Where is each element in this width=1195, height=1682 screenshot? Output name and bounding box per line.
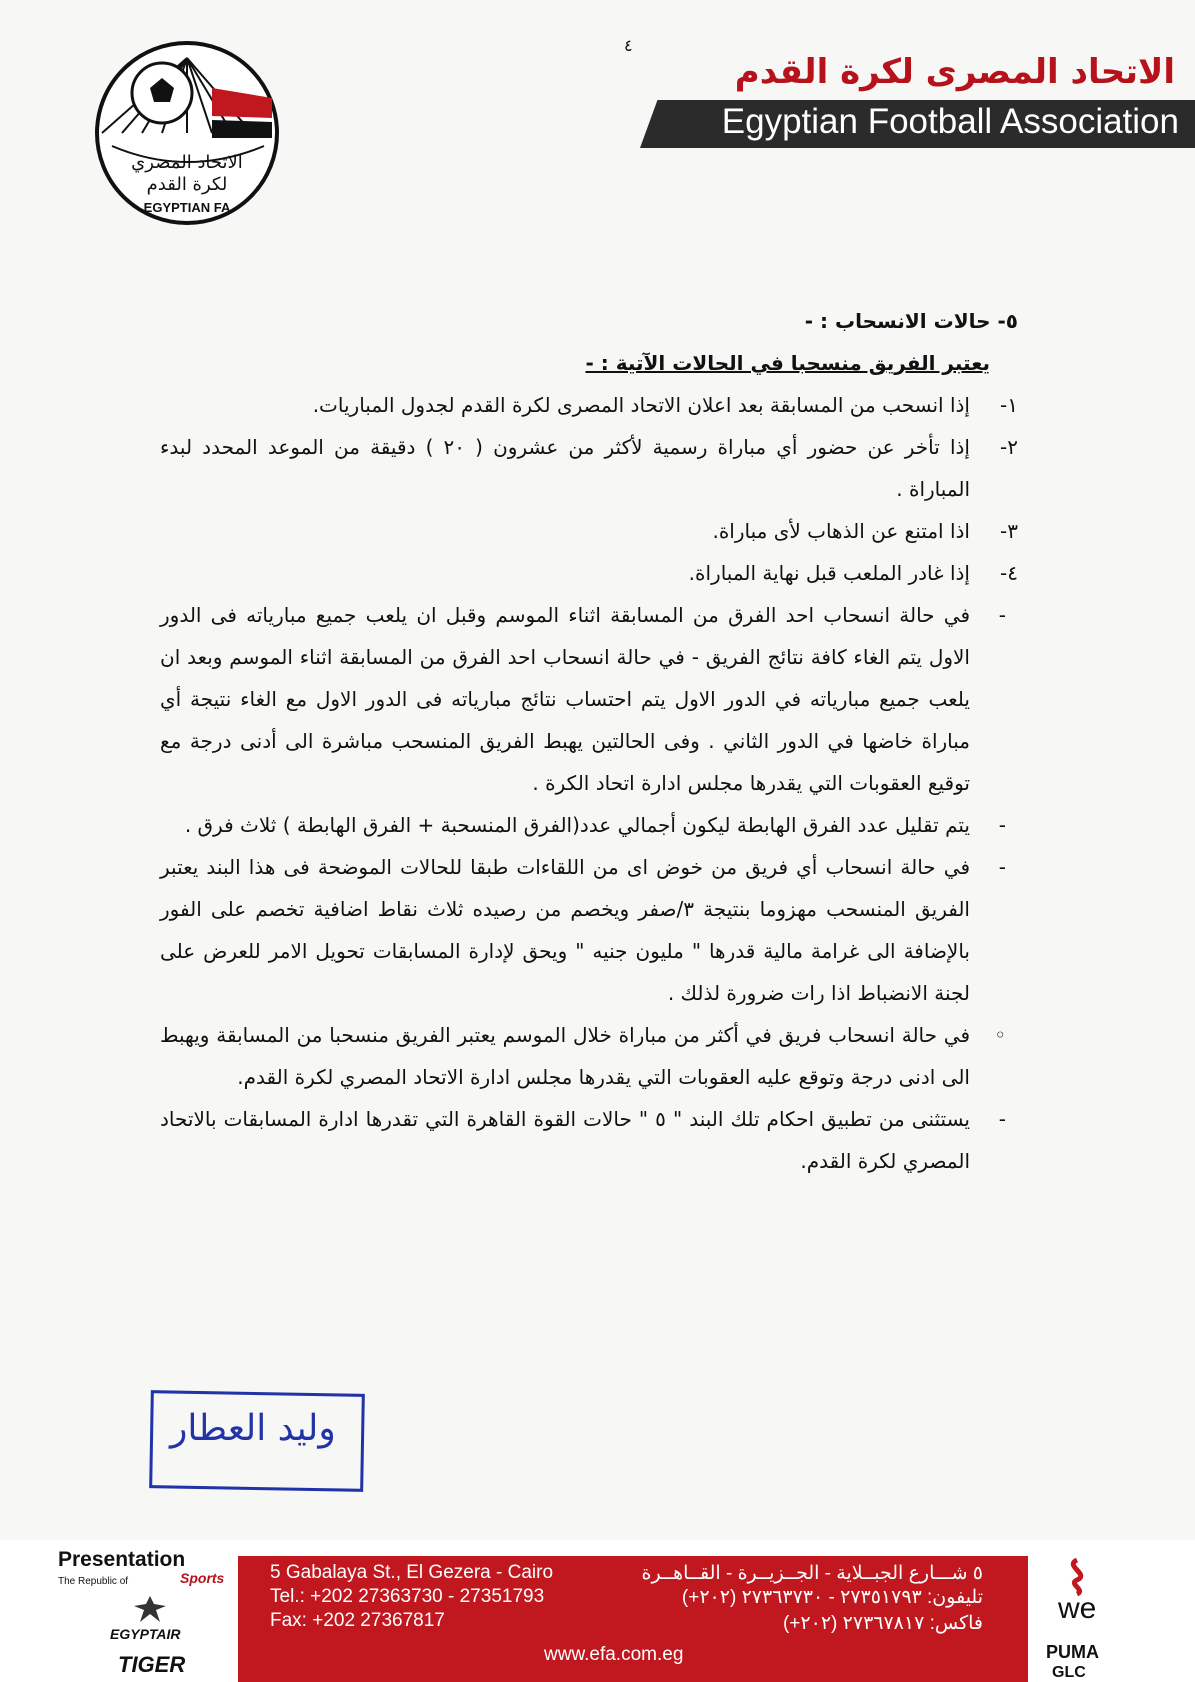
bullet-marker: - xyxy=(998,1107,1006,1131)
paragraph xyxy=(160,1014,1018,1098)
sponsor-puma-logo: PUMA xyxy=(1046,1642,1099,1662)
telephone-english: Tel.: +202 27363730 - 27351793 xyxy=(270,1586,545,1607)
fax-arabic: فاكس: ٢٧٣٦٧٨١٧ (٢٠٢+) xyxy=(782,1613,983,1634)
bullet-marker: - xyxy=(998,813,1006,837)
efa-logo xyxy=(92,38,282,228)
paragraph-text: في حالة انسحاب أي فريق من خوض اى من اللقاءات طبقا للحالات الموضحة فى هذا البند يعتبر الفريق المنسحب مهزوما بنتيجة ٣/صفر ويخصم من رصيده ثلاث نقاط اضافية تخصم على الفور بالإضافة الى غرامة مالية قدرها " مليون جنيه " ويحق لإدارة المسابقات تحويل الامر للعرض على لجنة الانضباط اذا رات ضرورة لذلك . xyxy=(160,855,970,1005)
paragraph xyxy=(160,1098,1018,1182)
signature: وليد العطار xyxy=(170,1408,336,1449)
bullet-marker: - xyxy=(998,855,1006,879)
sponsor-presentation-logo: Presentation xyxy=(58,1548,186,1571)
fax-english: Fax: +202 27367817 xyxy=(270,1610,445,1631)
list-marker: ١- xyxy=(1000,393,1018,417)
website-link[interactable]: www.efa.com.eg xyxy=(544,1644,684,1665)
egyptair-horus-icon xyxy=(130,1594,170,1624)
paragraph-text: في حالة انسحاب فريق في أكثر من مباراة خلال الموسم يعتبر الفريق منسحبا من المسابقة ويهبط الى ادنى درجة وتوقع عليه العقوبات التي يقدرها مجلس ادارة الاتحاد المصري لكرة القدم. xyxy=(160,1023,970,1089)
paragraph-text: يتم تقليل عدد الفرق الهابطة ليكون أجمالي عدد(الفرق المنسحبة + الفرق الهابطة ) ثلاث فرق . xyxy=(184,813,970,837)
list-item xyxy=(160,510,1018,552)
svg-text:EGYPTIAN FA: EGYPTIAN FA xyxy=(143,200,231,215)
sponsor-glc-logo: GLC xyxy=(1052,1664,1086,1681)
paragraph xyxy=(160,804,1018,846)
paragraph-text: يستثنى من تطبيق احكام تلك البند " ٥ " حالات القوة القاهرة التي تقدرها ادارة المسابقات بالاتحاد المصري لكرة القدم. xyxy=(160,1107,970,1173)
list-item-text: إذا تأخر عن حضور أي مباراة رسمية لأكثر من عشرون ( ٢٠ ) دقيقة من الموعد المحدد لبدء المباراة . xyxy=(160,435,970,501)
list-marker: ٣- xyxy=(1000,519,1018,543)
section-subheading: يعتبر الفريق منسحبا في الحالات الآتية : - xyxy=(585,351,990,375)
paragraph-text: في حالة انسحاب احد الفرق من المسابقة اثناء الموسم وقبل ان يلعب جميع مبارياته فى الدور الاول يتم الغاء كافة نتائج الفريق - في حالة انسحاب احد الفرق من المسابقة اثناء الموسم وبعد ان يلعب جميع مبارياته في الدور الاول يتم احتساب نتائج مبارياته فى الدور الاول مع الغاء نتيجة أي مباراة خاضها في الدور الثاني . وفى الحالتين يهبط الفريق المنسحب مباشرة الى أدنى درجة مع توقيع العقوبات التي يقدرها مجلس ادارة اتحاد الكرة . xyxy=(160,603,970,795)
svg-text:الاتحاد المصري: الاتحاد المصري xyxy=(131,152,243,173)
we-brand-icon xyxy=(1060,1556,1094,1596)
page-number: ٤ xyxy=(624,36,633,55)
document-body xyxy=(160,300,1018,1182)
paragraph xyxy=(160,846,1018,1014)
list-marker: ٢- xyxy=(1000,435,1018,459)
sponsor-egyptair-logo: EGYPTAIR xyxy=(110,1626,181,1642)
address-arabic: ٥ شـــارع الجبــلاية - الجــزيــرة - القــاهــرة xyxy=(641,1563,983,1584)
list-item-text: إذا انسحب من المسابقة بعد اعلان الاتحاد المصرى لكرة القدم لجدول المباريات. xyxy=(312,393,970,417)
list-item-text: إذا غادر الملعب قبل نهاية المباراة. xyxy=(688,561,970,585)
org-title-arabic: الاتحاد المصرى لكرة القدم xyxy=(734,52,1175,92)
bullet-marker: ◦ xyxy=(994,1023,1006,1047)
bullet-marker: - xyxy=(998,603,1006,627)
sponsor-presentation-tagline: The Republic of xyxy=(58,1576,129,1587)
telephone-arabic: تليفون: ٢٧٣٥١٧٩٣ - ٢٧٣٦٣٧٣٠ (٢٠٢+) xyxy=(681,1587,983,1608)
list-item xyxy=(160,426,1018,510)
list-item-text: اذا امتنع عن الذهاب لأى مباراة. xyxy=(712,519,970,543)
list-item xyxy=(160,384,1018,426)
sponsor-presentation-sports: Sports xyxy=(180,1570,225,1586)
list-item xyxy=(160,552,1018,594)
address-english: 5 Gabalaya St., El Gezera - Cairo xyxy=(270,1562,554,1583)
svg-text:لكرة القدم: لكرة القدم xyxy=(146,174,228,195)
sponsor-tiger-logo: TIGER xyxy=(118,1652,186,1677)
list-marker: ٤- xyxy=(1000,561,1018,585)
org-title-english: Egyptian Football Association xyxy=(721,102,1179,141)
paragraph xyxy=(160,594,1018,804)
section-heading: ٥- حالات الانسحاب : - xyxy=(804,309,1018,333)
sponsor-we-logo: we xyxy=(1058,1592,1097,1625)
